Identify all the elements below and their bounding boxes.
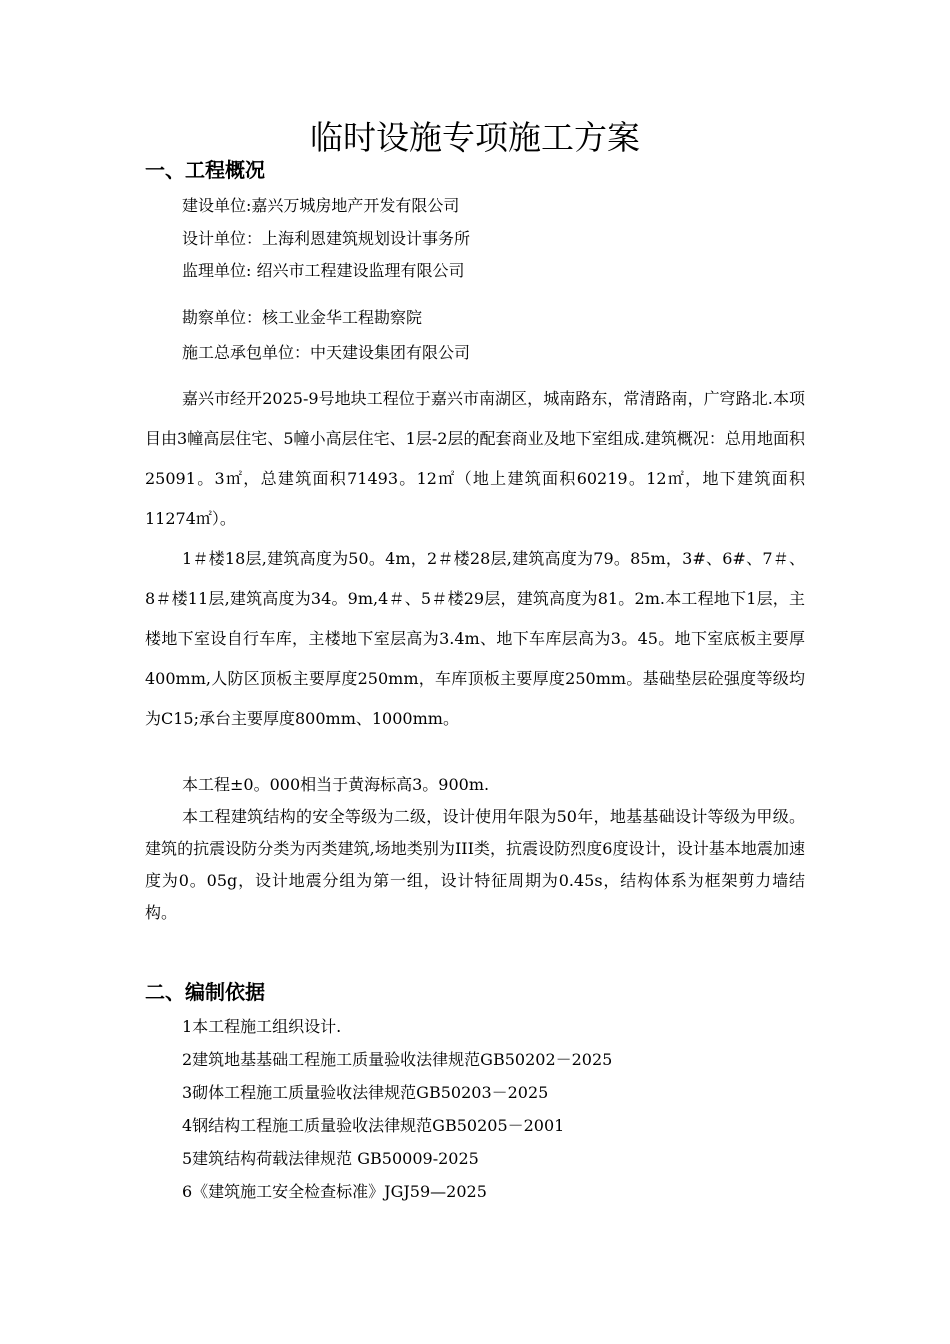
basis-item: 4钢结构工程施工质量验收法律规范GB50205－2001 bbox=[182, 1116, 565, 1135]
design-unit-line: 设计单位：上海利恩建筑规划设计事务所 bbox=[182, 229, 471, 248]
supervision-unit-line: 监理单位: 绍兴市工程建设监理有限公司 bbox=[182, 261, 465, 280]
contractor-unit-line: 施工总承包单位：中天建设集团有限公司 bbox=[182, 343, 471, 362]
building-details-paragraph: 1＃楼18层,建筑高度为50。4m，2＃楼28层,建筑高度为79。85m，3#、6#、7＃、8＃楼11层,建筑高度为34。9m,4＃、5＃楼29层，建筑高度为81。2m.本工程地下1层，主楼地下室设自行车库，主楼地下室层高为3.4m、地下车库层高为3。45。地下室底板主要厚400mm,人防区顶板主要厚度250mm，车库顶板主要厚度250mm。基础垫层砼强度等级均为C15;承台主要厚度800mm、1000mm。 bbox=[145, 549, 805, 728]
basis-item: 5建筑结构荷载法律规范 GB50009-2025 bbox=[182, 1149, 479, 1168]
document-title: 临时设施专项施工方案 bbox=[310, 118, 640, 157]
construction-unit-line: 建设单位:嘉兴万城房地产开发有限公司 bbox=[182, 196, 460, 215]
section-heading-overview: 一、工程概况 bbox=[145, 158, 265, 182]
basis-item: 3砌体工程施工质量验收法律规范GB50203－2025 bbox=[182, 1083, 549, 1102]
section-heading-basis: 二、编制依据 bbox=[145, 980, 265, 1004]
structure-safety-paragraph: 本工程建筑结构的安全等级为二级，设计使用年限为50年，地基基础设计等级为甲级。建筑的抗震设防分类为丙类建筑,场地类别为III类，抗震设防烈度6度设计，设计基本地震加速度为0。05g，设计地震分组为第一组，设计特征周期为0.45s，结构体系为框架剪力墙结构。 bbox=[145, 807, 805, 922]
elevation-paragraph: 本工程±0。000相当于黄海标高3。900m. bbox=[182, 775, 490, 794]
basis-item: 6《建筑施工安全检查标准》JGJ59—2025 bbox=[182, 1182, 487, 1201]
basis-item: 2建筑地基基础工程施工质量验收法律规范GB50202－2025 bbox=[182, 1050, 613, 1069]
survey-unit-line: 勘察单位：核工业金华工程勘察院 bbox=[182, 308, 423, 327]
project-location-paragraph: 嘉兴市经开2025-9号地块工程位于嘉兴市南湖区，城南路东，常清路南，广穹路北.本项目由3幢高层住宅、5幢小高层住宅、1层-2层的配套商业及地下室组成.建筑概况：总用地面积25091。3㎡，总建筑面积71493。12㎡（地上建筑面积60219。12㎡，地下建筑面积11274㎡）。 bbox=[145, 389, 805, 528]
basis-item: 1本工程施工组织设计. bbox=[182, 1017, 342, 1036]
